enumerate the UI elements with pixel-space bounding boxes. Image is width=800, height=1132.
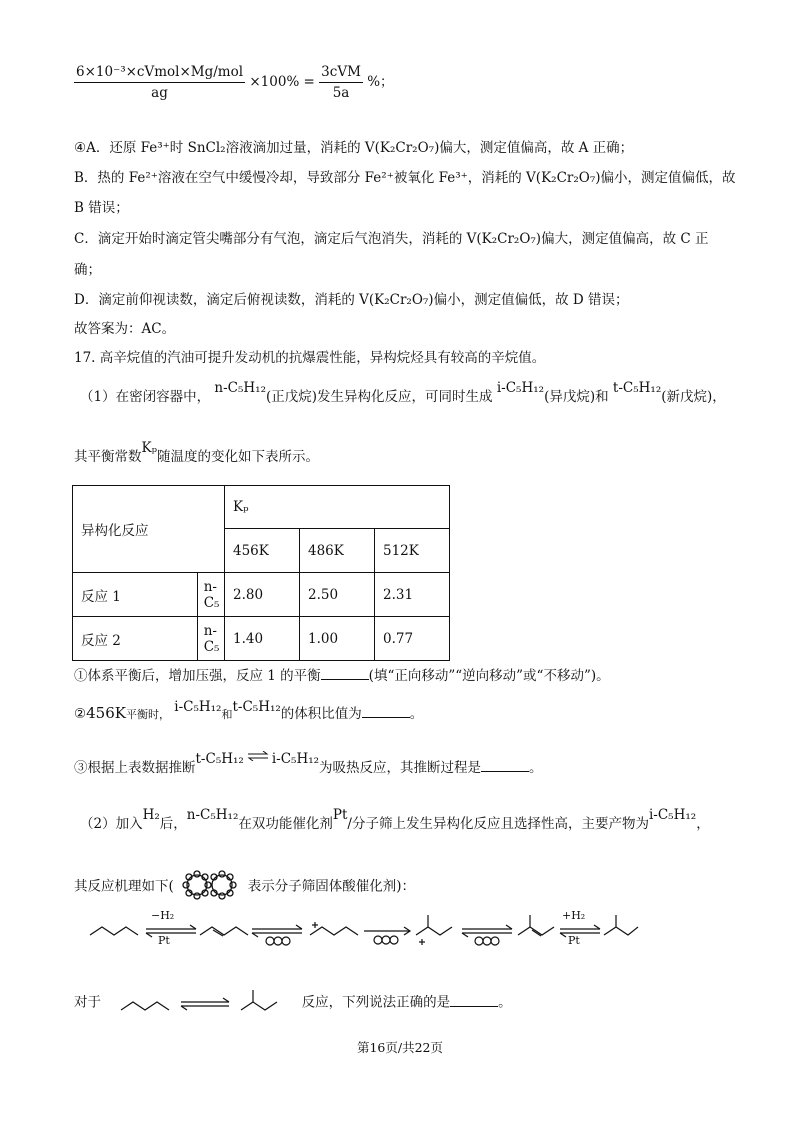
q17-p1-a: （1）在密闭容器中， (80, 389, 211, 405)
part2-n-pentane: n-C₅H₁₂ (186, 807, 239, 823)
mech-intro-a: 其反应机理如下( (74, 878, 174, 895)
table-temp-486: 486K (300, 529, 375, 573)
item4-d: D．滴定前仰视读数，滴定后俯视读数，消耗的 V(K₂Cr₂O₇)偏小，测定值偏低，故 D 错误； (74, 292, 629, 308)
final-a: 对于 (74, 994, 101, 1011)
subq2-t-pentane: t-C₅H₁₂ (232, 699, 281, 715)
pentene-structure (200, 927, 248, 935)
subq2-and: 和 (221, 708, 233, 721)
table-row1-486: 2.50 (300, 573, 375, 617)
formula-denominator: ag (151, 85, 168, 101)
answer-blank-2[interactable] (362, 705, 410, 718)
part2-a: （2）加入 (80, 816, 143, 832)
h2-formula: H₂ (142, 807, 160, 823)
isomerization-equation (111, 990, 291, 1016)
table-row1-512: 2.31 (375, 573, 450, 617)
subq3-a: ③根据上表数据推断 (74, 760, 196, 776)
isopentene-structure (518, 927, 554, 935)
final-b: 反应，下列说法正确的是 (301, 994, 451, 1011)
q17-mechanism-intro (74, 870, 415, 904)
final-n-pentane (121, 1002, 169, 1010)
q17-part2-line (80, 807, 710, 832)
formula-fraction (74, 64, 245, 101)
table-row2-456: 1.40 (225, 617, 300, 661)
subq1-tail: (填“正向移动”“逆向移动”或“不移动”)。 (368, 668, 610, 684)
answer-blank-3[interactable] (481, 759, 529, 772)
subq3-tail: 。 (529, 760, 543, 776)
isopentane-structure (604, 927, 638, 935)
table-row1-456: 2.80 (225, 573, 300, 617)
table-row1-name: 反应 1 (73, 573, 198, 617)
subq2-b: 平衡时， (125, 708, 170, 721)
q17-part1-line (80, 380, 726, 405)
page-footer: 第16页/共22页 (356, 1040, 444, 1055)
formula-rhs-fraction (319, 64, 363, 101)
subq1 (74, 664, 610, 684)
kp-table (72, 485, 450, 661)
part2-c: 在双功能催化剂 (238, 816, 333, 832)
item4-b-line1: B．热的 Fe²⁺溶液在空气中缓慢冷却，导致部分 Fe²⁺被氧化 Fe³⁺，消耗的 V(K₂Cr₂O₇)偏小，测定值偏低，故 (74, 170, 736, 186)
mech-pt-2: Pt (568, 934, 580, 947)
formula-rhs-denominator: 5a (332, 85, 350, 101)
part2-i-pentane: i-C₅H₁₂ (648, 807, 697, 823)
table-row2-equation: n-C₅ (197, 617, 224, 661)
item4-a: ④A．还原 Fe³⁺时 SnCl₂溶液滴加过量，消耗的 V(K₂Cr₂O₇)偏大，测定值偏高，故 A 正确； (74, 140, 634, 156)
t-pentane-formula: t-C₅H₁₂ (612, 380, 662, 396)
table-header-reaction: 异构化反应 (73, 486, 225, 573)
mech-plus-h2: +H₂ (562, 909, 586, 922)
formula-numerator: 6×10⁻³×cVmol×Mg/mol (74, 64, 245, 83)
item4-c-line1: C．滴定开始时滴定管尖嘴部分有气泡，滴定后气泡消失，消耗的 V(K₂Cr₂O₇)偏大，测定值偏高，故 C 正 (74, 231, 709, 247)
subq2-d: 的体积比值为 (280, 706, 362, 722)
formula-line (74, 64, 394, 101)
i-pentane-formula: i-C₅H₁₂ (496, 380, 545, 396)
part2-d: /分子筛上发生异构化反应且选择性高，主要产物为 (347, 816, 649, 832)
q17-p2-b: 随温度的变化如下表所示。 (156, 449, 319, 465)
part2-e: ， (696, 816, 710, 832)
table-row1-equation: n-C₅ (197, 573, 224, 617)
q17-p2-a: 其平衡常数 (74, 449, 142, 465)
table-row2-486: 1.00 (300, 617, 375, 661)
answer-blank-4[interactable] (450, 994, 498, 1007)
subq1-text: ①体系平衡后，增加压强，反应 1 的平衡 (74, 668, 321, 684)
equilibrium-arrow-icon (247, 749, 269, 765)
table-temp-512: 512K (375, 529, 450, 573)
formula-times100: ×100% = (249, 74, 315, 90)
item4-answer: 故答案为：AC。 (74, 321, 176, 337)
part2-b: 后， (159, 816, 187, 832)
answer-blank-1[interactable] (321, 667, 369, 680)
item4-b-line2: B 错误； (74, 200, 129, 216)
final-tail: 。 (498, 994, 512, 1011)
n-pentane-formula: n-C₅H₁₂ (214, 380, 266, 396)
subq3-eq-right: i-C₅H₁₂ (271, 751, 320, 767)
carbocation-structure (310, 927, 358, 935)
q17-p1-d: (新戊烷)， (661, 389, 726, 405)
subq2-temp: 456K (86, 704, 126, 722)
n-pentane-structure (90, 927, 138, 935)
mech-pt-1: Pt (158, 934, 170, 947)
subq3 (74, 751, 543, 776)
formula-rhs-numerator: 3cVM (319, 64, 363, 83)
subq3-b: 为吸热反应，其推断过程是 (319, 760, 482, 776)
item4-c-line2: 确； (74, 262, 101, 278)
subq2-num: ② (74, 706, 87, 722)
iso-carbocation-structure (416, 927, 452, 935)
q17-p1-b: (正戊烷)发生异构化反应，可同时生成 (266, 389, 493, 405)
mech-intro-b: 表示分子筛固体酸催化剂)： (247, 878, 416, 895)
kp-symbol: Kₚ (141, 440, 157, 456)
q17-part1-line2 (74, 440, 319, 465)
final-isopentane (241, 1002, 277, 1010)
table-row2-512: 0.77 (375, 617, 450, 661)
table-header-kp: Kₚ (225, 486, 450, 529)
table-temp-456: 456K (225, 529, 300, 573)
subq2-tail: 。 (409, 706, 424, 722)
q17-final-line (74, 990, 512, 1016)
zeolite-catalyst-icon (182, 870, 240, 904)
pt-symbol: Pt (332, 807, 348, 823)
subq2 (74, 699, 424, 722)
subq3-eq-left: t-C₅H₁₂ (195, 751, 244, 767)
table-row2-name: 反应 2 (73, 617, 198, 661)
formula-tail: %； (367, 74, 394, 90)
subq2-i-pentane: i-C₅H₁₂ (174, 699, 222, 715)
q17-stem: 17. 高辛烷值的汽油可提升发动机的抗爆震性能，异构烷烃具有较高的辛烷值。 (74, 350, 546, 366)
mech-minus-h2: −H₂ (151, 909, 175, 922)
q17-p1-c: (异戊烷)和 (544, 389, 609, 405)
